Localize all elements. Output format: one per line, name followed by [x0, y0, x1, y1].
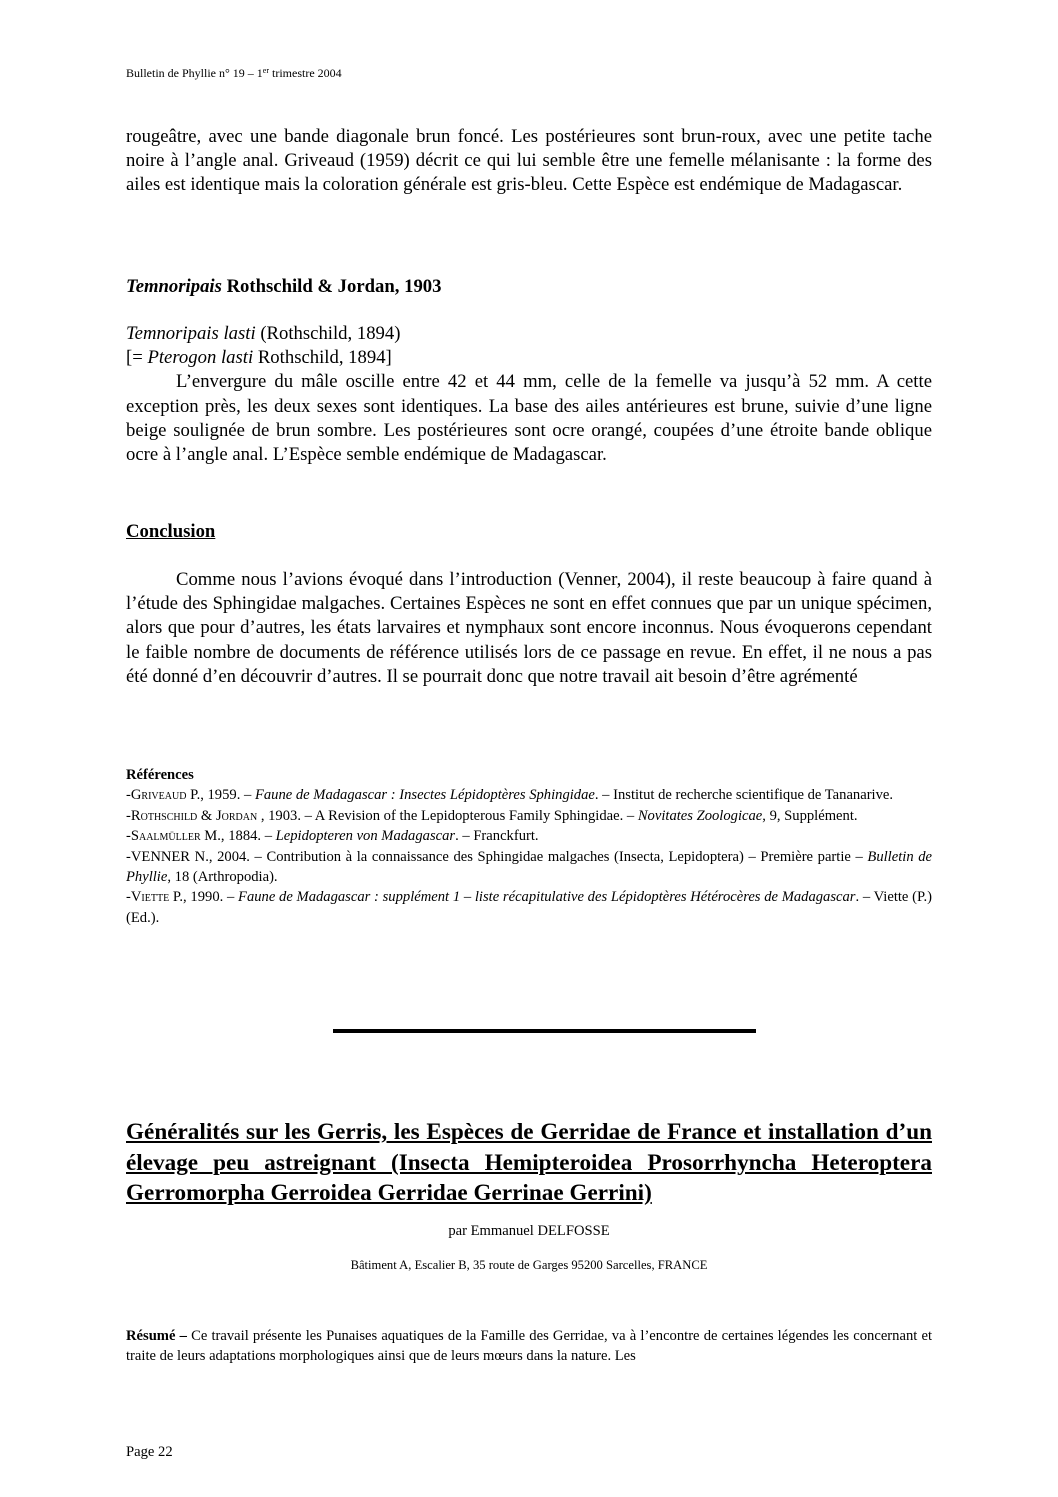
reference-ampersand: & [197, 807, 216, 824]
species-author: (Rothschild, 1894) [255, 323, 401, 344]
author-byline: par Emmanuel DELFOSSE [448, 1223, 610, 1239]
reference-dash: - [126, 828, 131, 845]
references-section [126, 765, 932, 928]
document-page [126, 0, 932, 1497]
synonym-name: Pterogon lasti [147, 347, 254, 369]
header-text: Bulletin de Phyllie n° 19 – 1 [126, 66, 263, 80]
conclusion-paragraph: Comme nous l’avions évoqué dans l’introduction (Venner, 2004), il reste beaucoup à faire quand à l’étude des Sphingidae malgaches. Certaines Espèces ne sont en effet connues que par un unique spécimen, alors que pour d’autres, les états larvaires et nymphaux sont encore inconnus. Nous évoquerons cependant le faible nombre de documents de référence utilisés lors de ce passage en revue. En effet, il ne nous a pas été donné d’en découvrir d’autres. Il se pourrait donc que notre travail ait besoin d’être agrémenté [126, 569, 932, 687]
reference-entry [126, 887, 932, 928]
species-description: L’envergure du mâle oscille entre 42 et 44 mm, celle de la femelle va jusqu’à 52 mm. A cette exception près, les deux sexes sont identiques. La base des ailes antérieures est brune, suivie d’une ligne beige soulignée de brun sombre. Les postérieures sont ocre orangé, coupées d’une étroite bande oblique ocre à l’angle anal. L’Espèce semble endémique de Madagascar. [126, 371, 932, 466]
reference-year: P., 1959. – [186, 787, 255, 804]
intro-paragraph: rougeâtre, avec une bande diagonale brun foncé. Les postérieures sont brun-roux, avec une petite tache noire à l’angle anal. Griveaud (1959) décrit ce qui lui semble être une femelle mélanisante : la forme des ailes est identique mais la coloration générale est gris-bleu. Cette Espèce est endémique de Madagascar. [126, 126, 932, 196]
reference-publisher: , 18 (Arthropodia). [167, 869, 278, 886]
page-number: Page 22 [126, 1444, 173, 1460]
synonym-author: Rothschild, 1894] [253, 347, 392, 369]
reference-author: Viette [130, 889, 170, 906]
author-address: Bâtiment A, Escalier B, 35 route de Garges 95200 Sarcelles, FRANCE [350, 1258, 708, 1272]
reference-publisher: , 9, Supplément. [762, 807, 858, 824]
reference-entry [126, 806, 932, 826]
section-divider [333, 1029, 756, 1033]
article-title: Généralités sur les Gerris, les Espèces de Gerridae de France et installation d’un élevage peu astreignant (Insecta Hemipteroidea Prosorrhyncha Heteroptera Gerromorpha Gerroidea Gerridae Gerrinae Gerrini) [126, 1119, 932, 1206]
reference-work-title: Faune de Madagascar : supplément 1 – liste récapitulative des Lépidoptères Hétérocères de Madagascar [238, 889, 856, 906]
abstract-paragraph [126, 1326, 932, 1367]
reference-year: M., 1884. – [200, 828, 276, 845]
species-entry [126, 322, 932, 467]
reference-work-title: Novitates Zoologicae [637, 807, 763, 824]
reference-author: Saalmüller [130, 828, 201, 845]
reference-work-title: Faune de Madagascar : Insectes Lépidoptères Sphingidae [254, 787, 595, 804]
reference-year: P., 1990. – [169, 889, 239, 906]
header-text-suffix: trimestre 2004 [269, 66, 342, 80]
reference-publisher: . – Franckfurt. [455, 828, 539, 845]
reference-entry [126, 785, 932, 805]
synonym-open: [= [126, 347, 148, 369]
reference-entry [126, 826, 932, 846]
reference-author: Jordan [215, 807, 258, 824]
reference-lead: -VENNER N., 2004. – Contribution à la connaissance des Sphingidae malgaches (Insecta, Lepidoptera) – Première partie – [126, 848, 868, 865]
synonym-line [126, 346, 932, 370]
reference-author: Griveaud [130, 787, 187, 804]
species-name: Temnoripais lasti [126, 323, 256, 344]
reference-publisher: . – Institut de recherche scientifique de Tananarive. [594, 787, 894, 804]
reference-dash: - [126, 787, 131, 804]
abstract-text: Ce travail présente les Punaises aquatiques de la Famille des Gerridae, va à l’encontre de certaines légendes les concernant et traite de leurs adaptations morphologiques ainsi que de leurs mœurs dans la nature. Les [126, 1328, 932, 1365]
reference-entry [126, 847, 932, 888]
running-header [126, 66, 342, 80]
reference-publisher: . – Viette (P.) (Ed.). [126, 889, 933, 926]
genus-heading [126, 275, 932, 299]
conclusion-heading: Conclusion [126, 521, 216, 542]
references-title: Références [126, 767, 194, 783]
reference-work-title: Lepidopteren von Madagascar [275, 828, 456, 845]
reference-author: Rothschild [130, 807, 198, 824]
genus-author: Rothschild & Jordan, 1903 [221, 276, 442, 297]
reference-year: , 1903. – A Revision of the Lepidopterous Family Sphingidae. – [257, 807, 638, 824]
reference-dash: - [126, 807, 131, 824]
abstract-label: Résumé – [126, 1328, 187, 1344]
reference-work-title: Bulletin de Phyllie [126, 848, 932, 886]
reference-dash: - [126, 889, 131, 906]
header-superscript: er [262, 66, 270, 75]
species-line [126, 322, 932, 346]
genus-name: Temnoripais [126, 276, 222, 297]
